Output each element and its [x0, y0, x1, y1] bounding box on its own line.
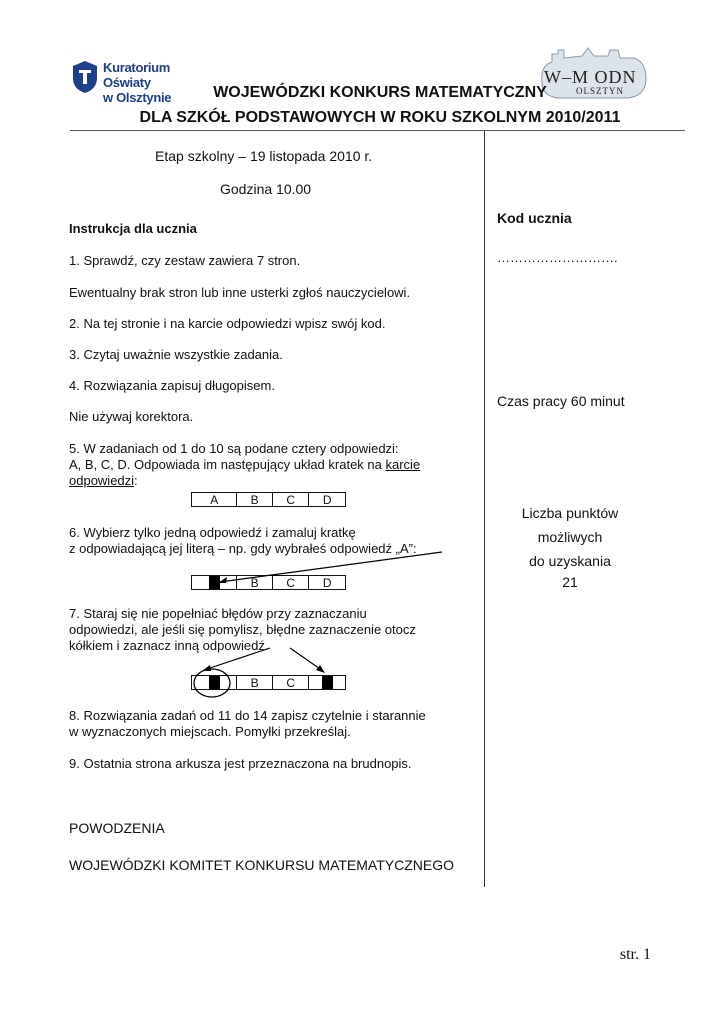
- max-points: Liczba punktów możliwych do uzyskania 21: [521, 505, 619, 590]
- kuratorium-emblem-icon: [70, 60, 100, 94]
- instruction-1b: Ewentualny brak stron lub inne usterki zgłoś nauczycielowi.: [69, 285, 411, 300]
- good-luck: POWODZENIA: [69, 820, 165, 836]
- work-time: Czas pracy 60 minut: [497, 393, 625, 409]
- header-divider: [70, 130, 685, 131]
- answer-boxes-marked: B C D: [191, 575, 346, 590]
- title-line-2: DLA SZKÓŁ PODSTAWOWYCH W ROKU SZKOLNYM 2010/2011: [139, 109, 621, 126]
- arrow-to-box-a-icon: [210, 550, 450, 590]
- instruction-7: 7. Staraj się nie popełniać błędów przy zaznaczaniu odpowiedzi, ale jeśli się pomylisz, błędne zaznaczenie otocz kółkiem i zaznacz inną odpowiedź.: [69, 606, 416, 653]
- instruction-2: 2. Na tej stronie i na karcie odpowiedzi wpisz swój kod.: [69, 316, 386, 331]
- column-divider: [484, 131, 485, 887]
- instruction-4b: Nie używaj korektora.: [69, 409, 194, 424]
- answer-boxes-corrected: B C: [191, 675, 346, 690]
- instruction-5: 5. W zadaniach od 1 do 10 są podane cztery odpowiedzi: A, B, C, D. Odpowiada im następujący układ kratek na karcie odpowiedzi:: [69, 441, 421, 488]
- stage-date: Etap szkolny – 19 listopada 2010 r.: [155, 148, 373, 164]
- instruction-8: 8. Rozwiązania zadań od 11 do 14 zapisz czytelnie i starannie w wyznaczonych miejscach. Pomyłki przekreślaj.: [69, 708, 426, 739]
- title-line-1: WOJEWÓDZKI KONKURS MATEMATYCZNY: [213, 84, 547, 101]
- page-number: str. 1: [619, 946, 651, 963]
- student-code-label: Kod ucznia: [497, 210, 572, 226]
- student-code-field: ……………………….: [497, 250, 618, 265]
- instruction-9: 9. Ostatnia strona arkusza jest przeznaczona na brudnopis.: [69, 756, 412, 771]
- start-time: Godzina 10.00: [220, 181, 312, 197]
- instruction-1: 1. Sprawdź, czy zestaw zawiera 7 stron.: [69, 253, 301, 268]
- correction-circle-arrows-icon: [190, 640, 340, 700]
- wmodn-logo: W–M ODN OLSZTYN: [538, 46, 650, 102]
- kuratorium-logo-text: Kuratorium Oświaty w Olsztynie: [103, 60, 172, 105]
- instruction-6: 6. Wybierz tylko jedną odpowiedź i zamaluj kratkę z odpowiadającą jej literą – np. gdy wybrałeś odpowiedź „A”:: [69, 525, 417, 556]
- instruction-4: 4. Rozwiązania zapisuj długopisem.: [69, 378, 275, 393]
- instructions-heading: Instrukcja dla ucznia: [69, 221, 197, 236]
- committee-signature: WOJEWÓDZKI KOMITET KONKURSU MATEMATYCZNEGO: [69, 857, 455, 873]
- instruction-3: 3. Czytaj uważnie wszystkie zadania.: [69, 347, 283, 362]
- answer-boxes-example: A B C D: [191, 492, 346, 507]
